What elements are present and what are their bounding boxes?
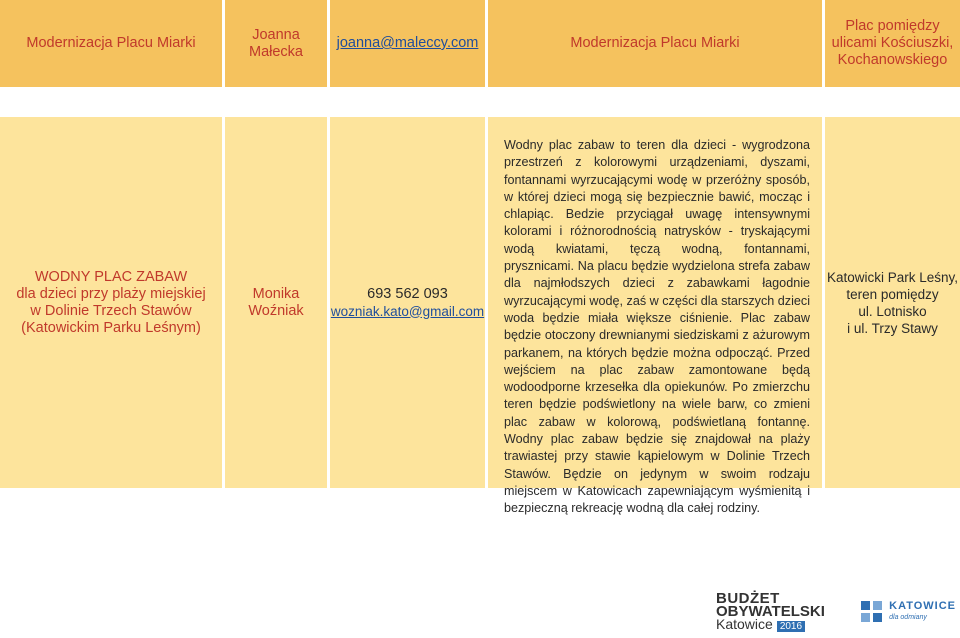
bo-logo-line1: BUDŻET [716, 589, 780, 607]
bo-logo-city: Katowice [716, 615, 773, 632]
project-location-line: Katowicki Park Leśny, [826, 269, 959, 285]
project-row [0, 117, 960, 516]
header-email-cell [330, 0, 485, 87]
header-location [825, 0, 960, 87]
footer-logos [716, 586, 956, 638]
project-email-link[interactable]: wozniak.kato@gmail.com [330, 303, 485, 319]
header-row [0, 0, 960, 87]
header-project-name: Modernizacja Placu Miarki [0, 0, 222, 87]
katowice-logo-tagline: dla odmiany [889, 614, 927, 621]
bo-logo-year: 2016 [777, 621, 805, 632]
header-location-text: Plac pomiędzy ulicami Kościuszki, Kochanowskiego [831, 18, 954, 68]
project-author-line: Woźniak [248, 302, 304, 319]
project-title-line: w Dolinie Trzech Stawów [30, 302, 192, 319]
bo-logo-line2: OBYWATELSKI [716, 602, 825, 620]
project-phone: 693 562 093 [367, 285, 448, 302]
project-location-line: ul. Lotnisko [858, 303, 927, 319]
header-author-name: Joanna Małecka [249, 26, 303, 60]
project-location [825, 117, 960, 488]
project-location-line: teren pomiędzy [846, 286, 939, 302]
project-title [0, 117, 222, 488]
project-author-line: Monika [252, 285, 300, 302]
project-title-line: dla dzieci przy plaży miejskiej [16, 285, 206, 302]
katowice-logo-name: KATOWICE [889, 600, 956, 612]
project-contact [330, 117, 485, 488]
project-author [225, 117, 327, 488]
project-title-line: WODNY PLAC ZABAW [34, 268, 188, 285]
header-email-link[interactable]: joanna@maleccy.com [336, 35, 479, 51]
budzet-obywatelski-logo [716, 589, 825, 633]
katowice-mark-icon [861, 601, 883, 623]
bo-logo-line3 [716, 615, 825, 633]
header-project-title: Modernizacja Placu Miarki [488, 0, 822, 87]
project-description: Wodny plac zabaw to teren dla dzieci - wygrodzona przestrzeń z kolorowymi urządzeniami, dyszami, fontannami wyrzucającymi wodę w przeróżny sposób, w której dzieci mogą się bezpiecznie bawić, mocząc i chlapiąc. Bedzie przyciągał uwagę intensywnymi kolorami i różnorodnością natrysków - tryskającymi wodą kwiatami, tęczą wodną, fontannami, prysznicami. Na placu będzie wydzielona strefa zabaw dla najmłodszych dzieci z zabawkami łagodnie wyrzucającymi wodę, zaś w części dla starszych dzieci woda będzie miała większe ciśnienie. Plac zabaw będzie otoczony drewnianymi siedziskami z ażurowym parkanem, na których będzie można odpocząć. Przed wejściem na plac zabaw zamontowane będą wodoodporne krzesełka dla opiekunów. Po zmierzchu teren będzie podświetlony na wiele barw, co zmieni plac zabaw w kolorową, podświetlaną fontannę. Wodny plac zabaw będzie się znajdował na plaży trawiastej przy stawie kąpielowym w Dolinie Trzech Stawów. Będzie on jedynym w swoim rodzaju miejscem w Katowicach zapewniającym wyśmienitą i bezpieczną rekreację wodną dla całej rodziny. [488, 117, 822, 488]
project-title-line: (Katowickim Parku Leśnym) [21, 319, 201, 336]
katowice-logo [861, 601, 956, 623]
header-author [225, 0, 327, 87]
project-location-line: i ul. Trzy Stawy [847, 320, 938, 336]
